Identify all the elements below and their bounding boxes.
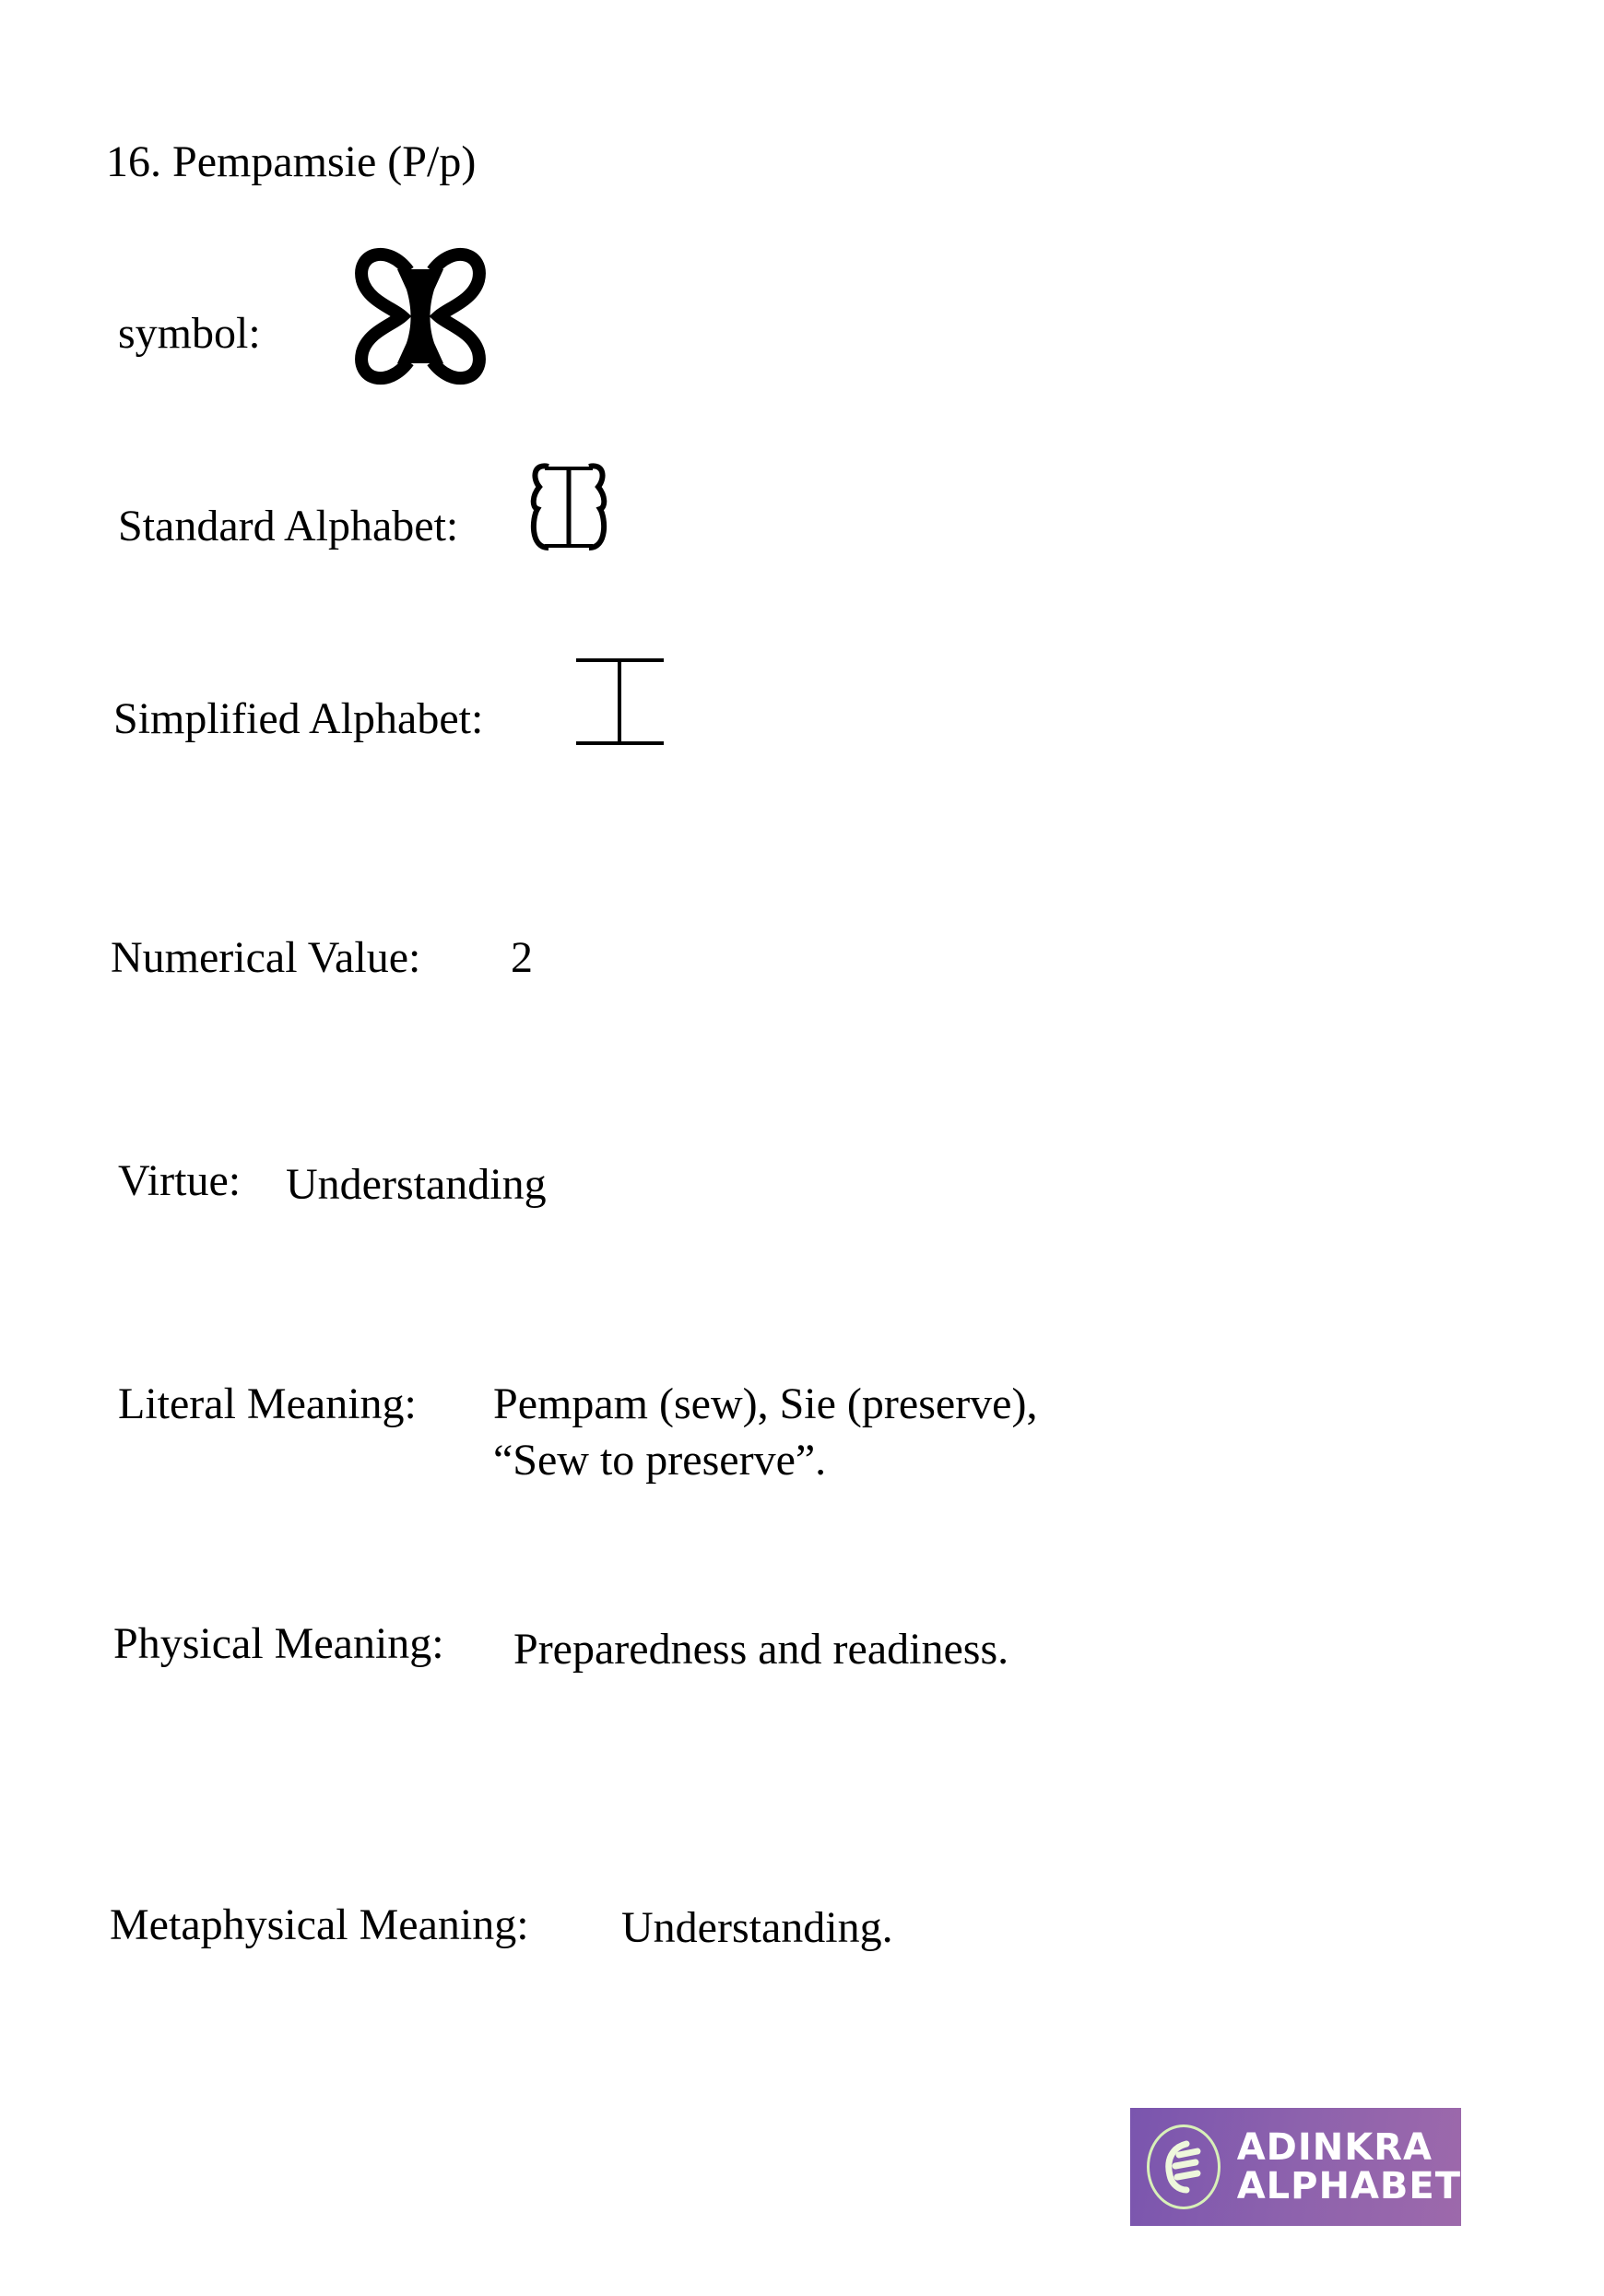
- physical-meaning-value: Preparedness and readiness.: [513, 1625, 1009, 1674]
- standard-alphabet-label: Standard Alphabet:: [118, 502, 459, 550]
- virtue-value: Understanding: [286, 1160, 547, 1209]
- metaphysical-meaning-label: Metaphysical Meaning:: [110, 1900, 529, 1949]
- numerical-value-label: Numerical Value:: [111, 933, 421, 982]
- literal-meaning-line-1: Pempam (sew), Sie (preserve),: [493, 1379, 1038, 1428]
- simplified-alphabet-label: Simplified Alphabet:: [113, 694, 484, 743]
- i-beam-glyph-icon: [576, 657, 664, 746]
- logo-line-2: ALPHABET: [1236, 2165, 1461, 2207]
- metaphysical-meaning-value: Understanding.: [621, 1903, 893, 1952]
- physical-meaning-label: Physical Meaning:: [113, 1619, 444, 1668]
- adinkra-alphabet-logo: [1130, 2108, 1461, 2226]
- numerical-value: 2: [511, 933, 533, 982]
- page-title: 16. Pempamsie (P/p): [106, 137, 477, 186]
- logo-line-1: ADINKRA: [1236, 2126, 1433, 2169]
- literal-meaning-label: Literal Meaning:: [118, 1379, 417, 1428]
- virtue-label: Virtue:: [118, 1156, 242, 1205]
- symbol-label: symbol:: [118, 309, 261, 358]
- gye-nyame-emblem-icon: [1147, 2124, 1221, 2209]
- pempamsie-symbol-icon: [351, 243, 489, 389]
- pempamsie-standard-glyph-icon: [528, 459, 609, 557]
- literal-meaning-line-2: “Sew to preserve”.: [493, 1436, 827, 1485]
